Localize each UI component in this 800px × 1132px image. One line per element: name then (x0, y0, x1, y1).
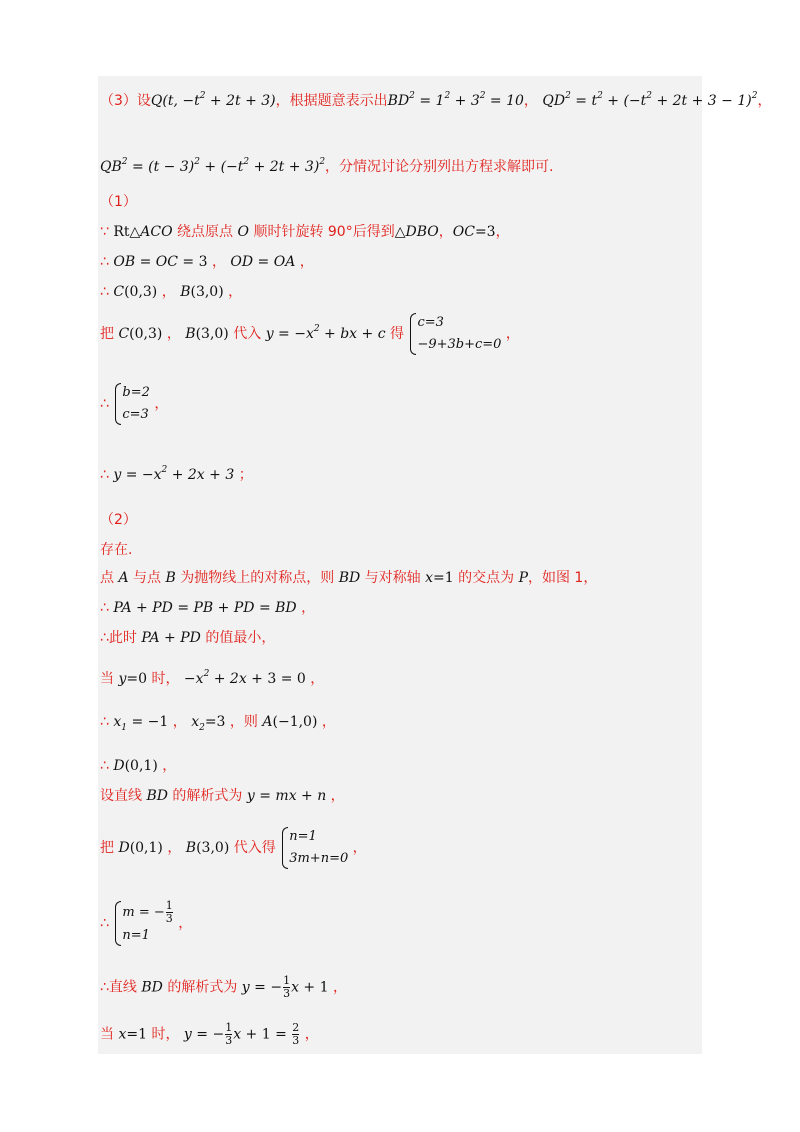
system-4: m = − $\frac{1}{3}$ n=1 (113, 900, 173, 947)
part2-line-7: ∴ D(0,1) ， (100, 758, 177, 774)
part1-line-3: ∴ C(0,3) ， B(3,0) ， (100, 284, 243, 300)
part2-line-10: ∴ m = − $\frac{1}{3}$ n=1 ， (100, 900, 192, 947)
system-3: n=1 3m+n=0 (280, 826, 348, 870)
part2-line-12: 当 x=1 时， y = − $\frac{1}{3}$ x + 1 = $\frac{2}{3}$ ， (100, 1021, 319, 1047)
part3-line-1: （3）设Q(t, $-t^2 + 2t + 3$)，根据题意表示出$BD^2 = 1^2 + 3^2 = 10$， $QD^2 = t^2 + (-t^2 + 2t + 3 - 1)^2$， (100, 91, 772, 109)
part3-qd-expr: $QD^2 = t^2 + (-t^2 + 2t + 3 - 1)^2$ (542, 91, 758, 109)
part3-text-2: ，分情况讨论分别列出方程求解即可. (325, 159, 554, 175)
part2-line-8: 设直线 BD 的解析式为 y = mx + n ， (100, 788, 345, 804)
part2-line-4: ∴此时 PA + PD 的值最小， (100, 630, 276, 646)
part2-line-2: 点 A 与点 B 为抛物线上的对称点，则 BD 与对称轴 x=1 的交点为 P，如图 1， (100, 570, 598, 586)
part2-line-5: 当 y=0 时， $-x^2 + 2x + 3 = 0$ ， (100, 669, 325, 687)
part3-line-2 (100, 152, 554, 177)
part2-line-3: ∴ PA + PD = PB + PD = BD ， (100, 600, 316, 616)
part2-line-1: 存在. (100, 542, 133, 558)
part3-bd-expr: $BD^2 = 1^2 + 3^2 = 10$ (387, 91, 524, 109)
part1-line-1: ∵ Rt△ACO 绕点原点 O 顺时针旋转 90°后得到△DBO，OC=3， (100, 224, 510, 240)
part1-line-6: ∴ $y = -x^2 + 2x + 3$ ； (100, 465, 253, 483)
part1-line-2: ∴ OB = OC = 3 ， OD = OA ， (100, 254, 314, 270)
system-1: c=3 −9+3b+c=0 (408, 312, 501, 356)
part1-line-5: ∴ b=2 c=3 ， (100, 382, 168, 426)
part3-qb-expr: $QB^2 = (t - 3)^2 + (-t^2 + 2t + 3)^2$ (100, 157, 326, 175)
part2-line-11: ∴直线 BD 的解析式为 y = − $\frac{1}{3}$ x + 1 ， (100, 974, 347, 1000)
part1-label: （1） (100, 194, 137, 210)
part3-q-expr: Q(t, $-t^2 + 2t + 3$) (150, 91, 276, 109)
system-2: b=2 c=3 (113, 382, 150, 426)
part2-line-9: 把 D(0,1) ， B(3,0) 代入得 n=1 3m+n=0 ， (100, 826, 367, 870)
part2-line-6: ∴ $x_1 = -1$ ， $x_2=3$ ，则 A(−1,0) ， (100, 714, 336, 733)
part3-text-1: ，根据题意表示出 (275, 93, 388, 109)
part1-line-4: 把 C(0,3) ， B(3,0) 代入 $y = -x^2$ + bx + c 得 c=3 −9+3b+c=0 ， (100, 312, 520, 356)
part2-label: （2） (100, 512, 137, 528)
part3-label: （3）设 (100, 93, 151, 109)
